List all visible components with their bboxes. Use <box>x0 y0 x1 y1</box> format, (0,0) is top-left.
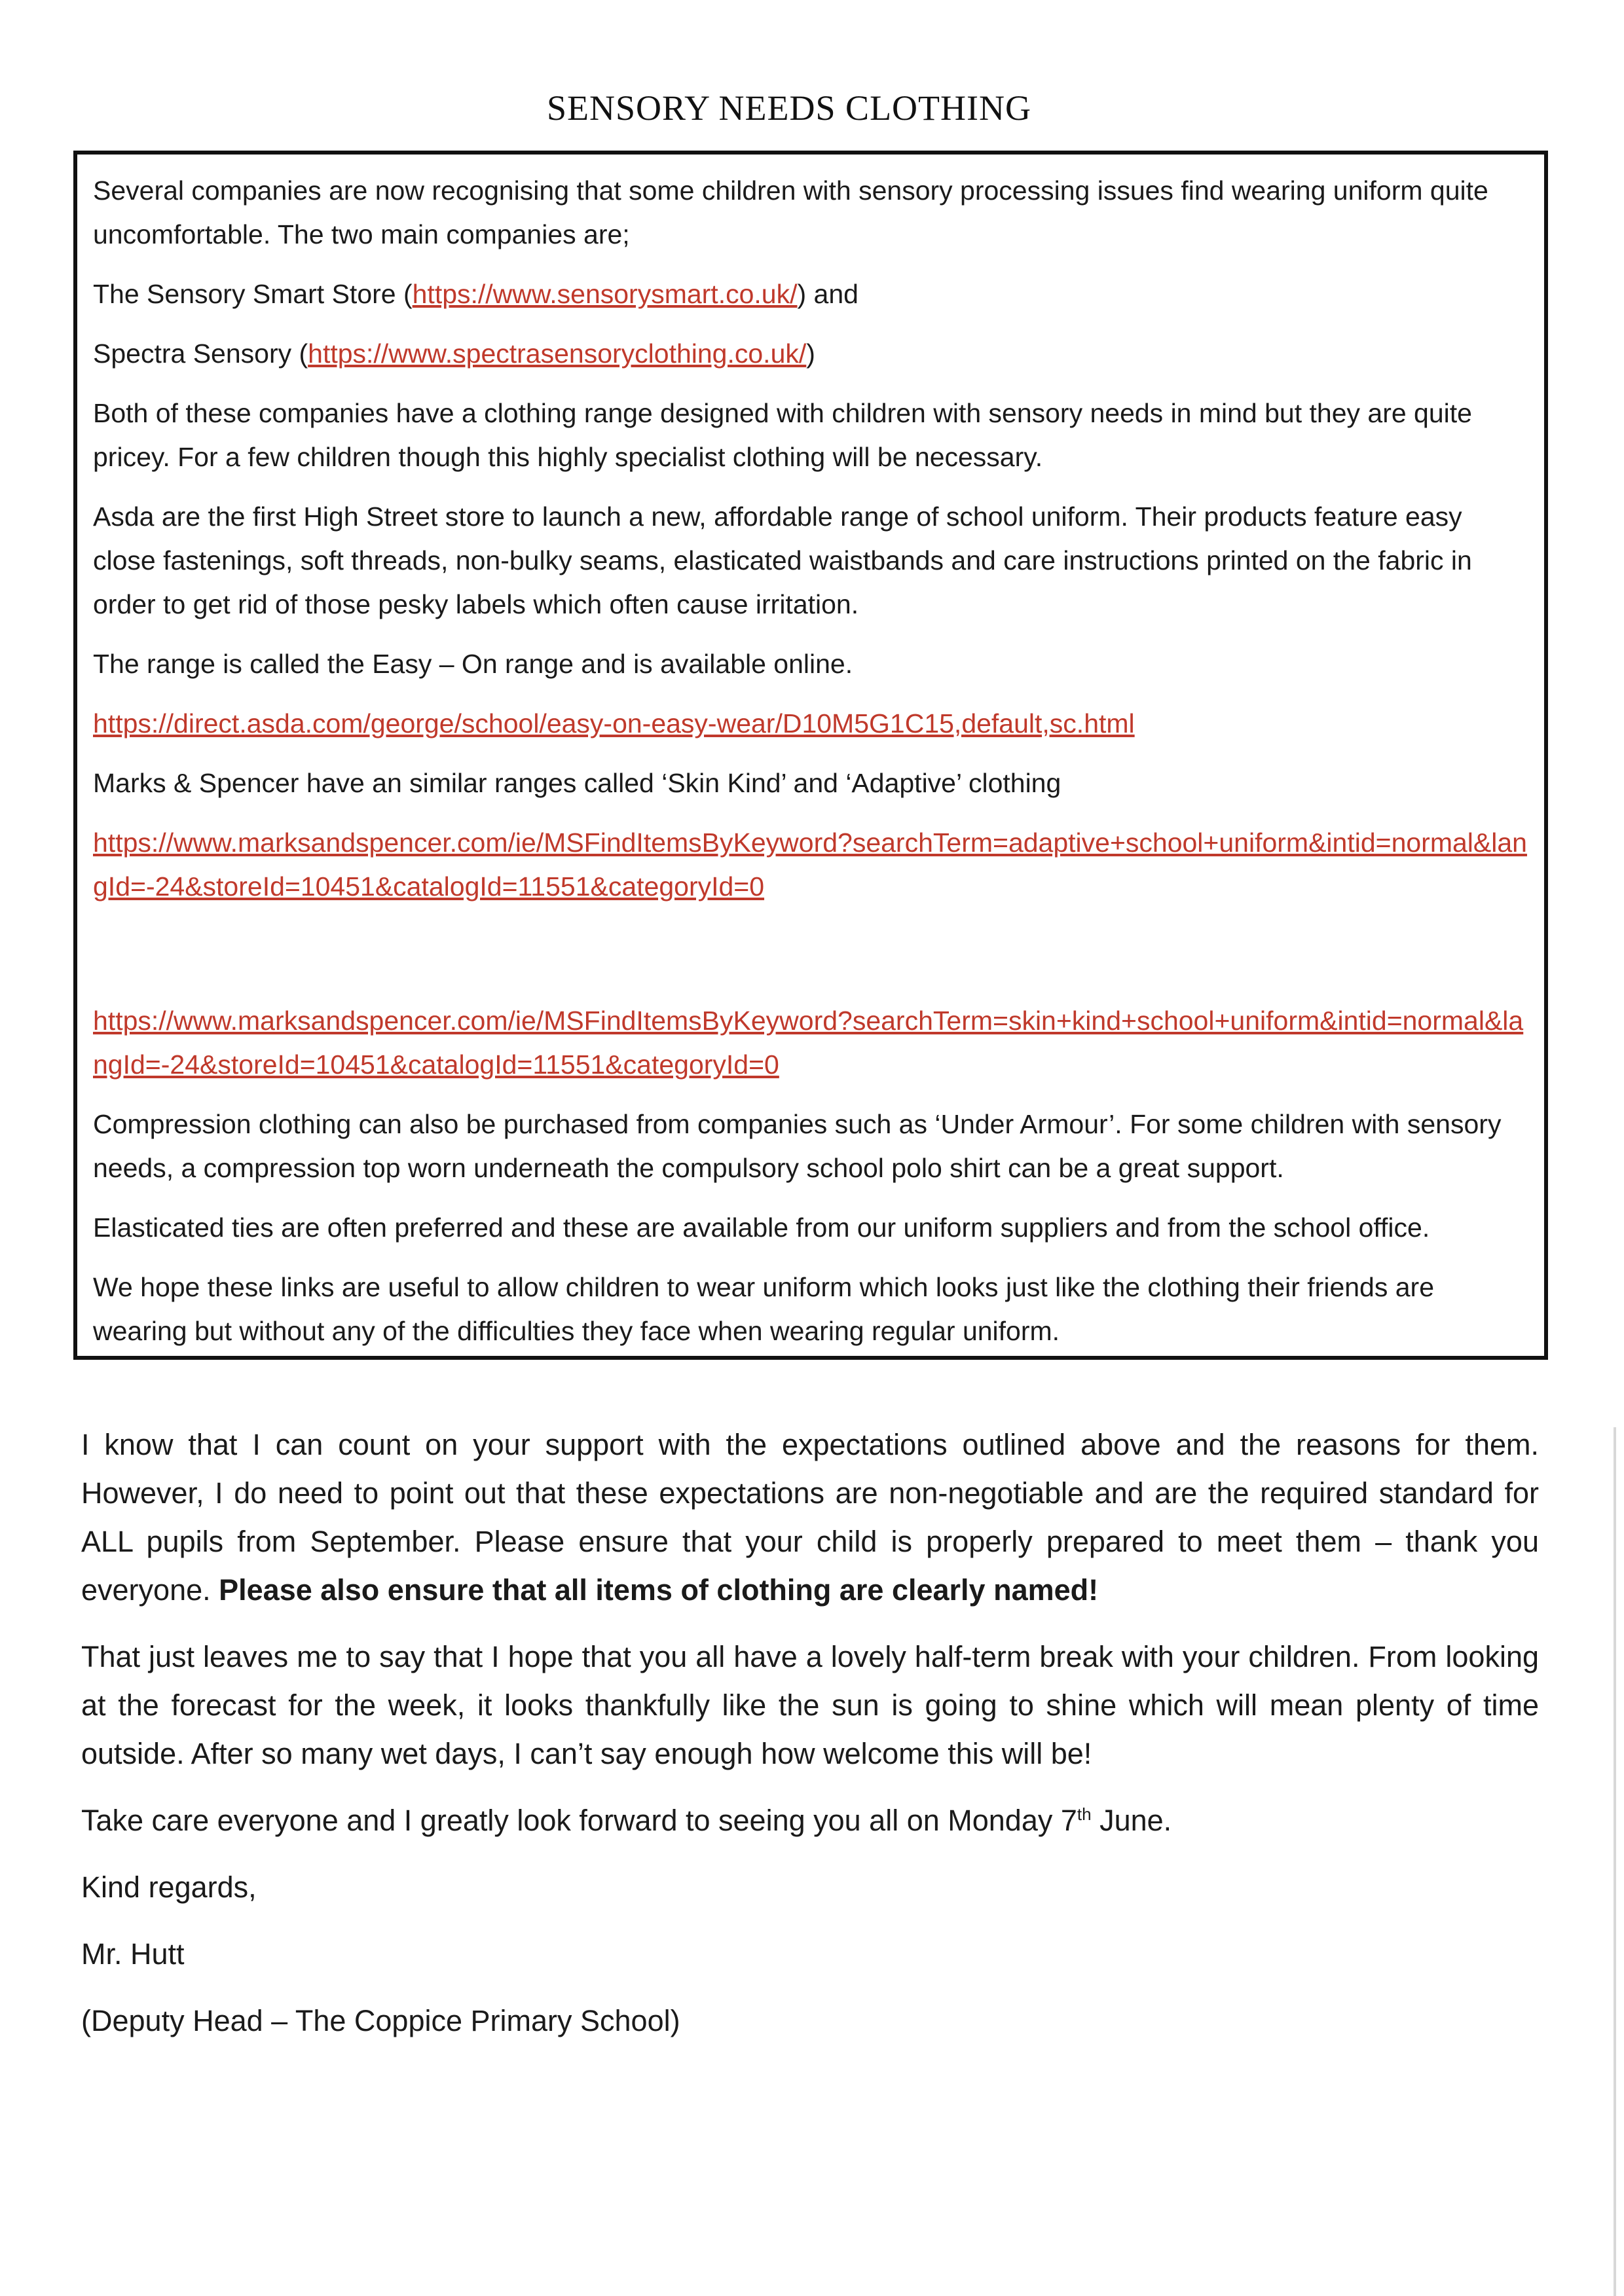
asda-easy-on-link[interactable]: https://direct.asda.com/george/school/easy-on-easy-wear/D10M5G1C15,default,sc.html <box>93 708 1135 738</box>
marks-spencer-paragraph: Marks & Spencer have an similar ranges called ‘Skin Kind’ and ‘Adaptive’ clothing <box>93 768 1061 798</box>
ms-skin-kind-link-paragraph <box>93 999 1528 1087</box>
ms-adaptive-link-paragraph <box>93 821 1528 909</box>
intro-paragraph: Several companies are now recognising that some children with sensory processing issues find wearing uniform quite uncomfortable. The two main companies are; <box>93 175 1488 249</box>
named-clothing-notice: Please also ensure that all items of clothing are clearly named! <box>219 1573 1099 1607</box>
expectations-paragraph: I know that I can count on your support with the expectations outlined above and the reasons for them. However, I do need to point out that these expectations are non-negotiable and are the required standard for ALL pupils from September. Please ensure that your child is properly prepared to meet them – thank you everyone. Please also ensure that all items of clothing are clearly named! <box>81 1428 1539 1607</box>
spectra-sensory-link[interactable]: https://www.spectrasensoryclothing.co.uk/ <box>308 338 807 369</box>
easy-on-range-paragraph: The range is called the Easy – On range and is available online. <box>93 649 853 679</box>
closing-box-paragraph: We hope these links are useful to allow children to wear uniform which looks just like the clothing their friends are wearing but without any of the difficulties they face when wearing regular uniform. <box>93 1272 1434 1346</box>
ms-adaptive-link[interactable]: https://www.marksandspencer.com/ie/MSFindItemsByKeyword?searchTerm=adaptive+school+uniform&intid=normal&langId=-24&storeId=10451&catalogId=11551&categoryId=0 <box>93 828 1527 902</box>
company-line-sensory-smart: The Sensory Smart Store (https://www.sensorysmart.co.uk/) and <box>93 279 858 309</box>
blank-line <box>93 924 1528 999</box>
scan-edge-line <box>1614 1427 1616 2296</box>
letter-body <box>81 1421 1539 2064</box>
company-line-spectra-sensory: Spectra Sensory (https://www.spectrasensoryclothing.co.uk/) <box>93 338 815 369</box>
sensory-smart-link[interactable]: https://www.sensorysmart.co.uk/ <box>412 279 798 309</box>
pricey-paragraph: Both of these companies have a clothing range designed with children with sensory needs in mind but they are quite pricey. For a few children though this highly specialist clothing will be necessary. <box>93 398 1472 472</box>
signature-name: Mr. Hutt <box>81 1937 185 1971</box>
ms-skin-kind-link[interactable]: https://www.marksandspencer.com/ie/MSFindItemsByKeyword?searchTerm=skin+kind+school+uniform&intid=normal&langId=-24&storeId=10451&catalogId=11551&categoryId=0 <box>93 1006 1524 1080</box>
sensory-clothing-info-box <box>73 151 1548 1360</box>
compression-paragraph: Compression clothing can also be purchased from companies such as ‘Under Armour’. For some children with sensory needs, a compression top worn underneath the compulsory school polo shirt can be a great support. <box>93 1109 1502 1183</box>
asda-link-paragraph <box>93 702 1528 746</box>
kind-regards: Kind regards, <box>81 1870 257 1904</box>
page-title: SENSORY NEEDS CLOTHING <box>546 88 1032 128</box>
signature-role: (Deputy Head – The Coppice Primary School) <box>81 2004 680 2037</box>
take-care-paragraph: Take care everyone and I greatly look forward to seeing you all on Monday 7th June. <box>81 1804 1172 1837</box>
asda-paragraph: Asda are the first High Street store to launch a new, affordable range of school uniform. Their products feature easy close fastenings, soft threads, non-bulky seams, elasticated waistbands and care instructions printed on the fabric in order to get rid of those pesky labels which often cause irritation. <box>93 501 1472 619</box>
elasticated-ties-paragraph: Elasticated ties are often preferred and these are available from our uniform suppliers and from the school office. <box>93 1212 1430 1243</box>
half-term-paragraph: That just leaves me to say that I hope that you all have a lovely half-term break with your children. From looking at the forecast for the week, it looks thankfully like the sun is going to shine which will mean plenty of time outside. After so many wet days, I can’t say enough how welcome this will be! <box>81 1640 1539 1770</box>
